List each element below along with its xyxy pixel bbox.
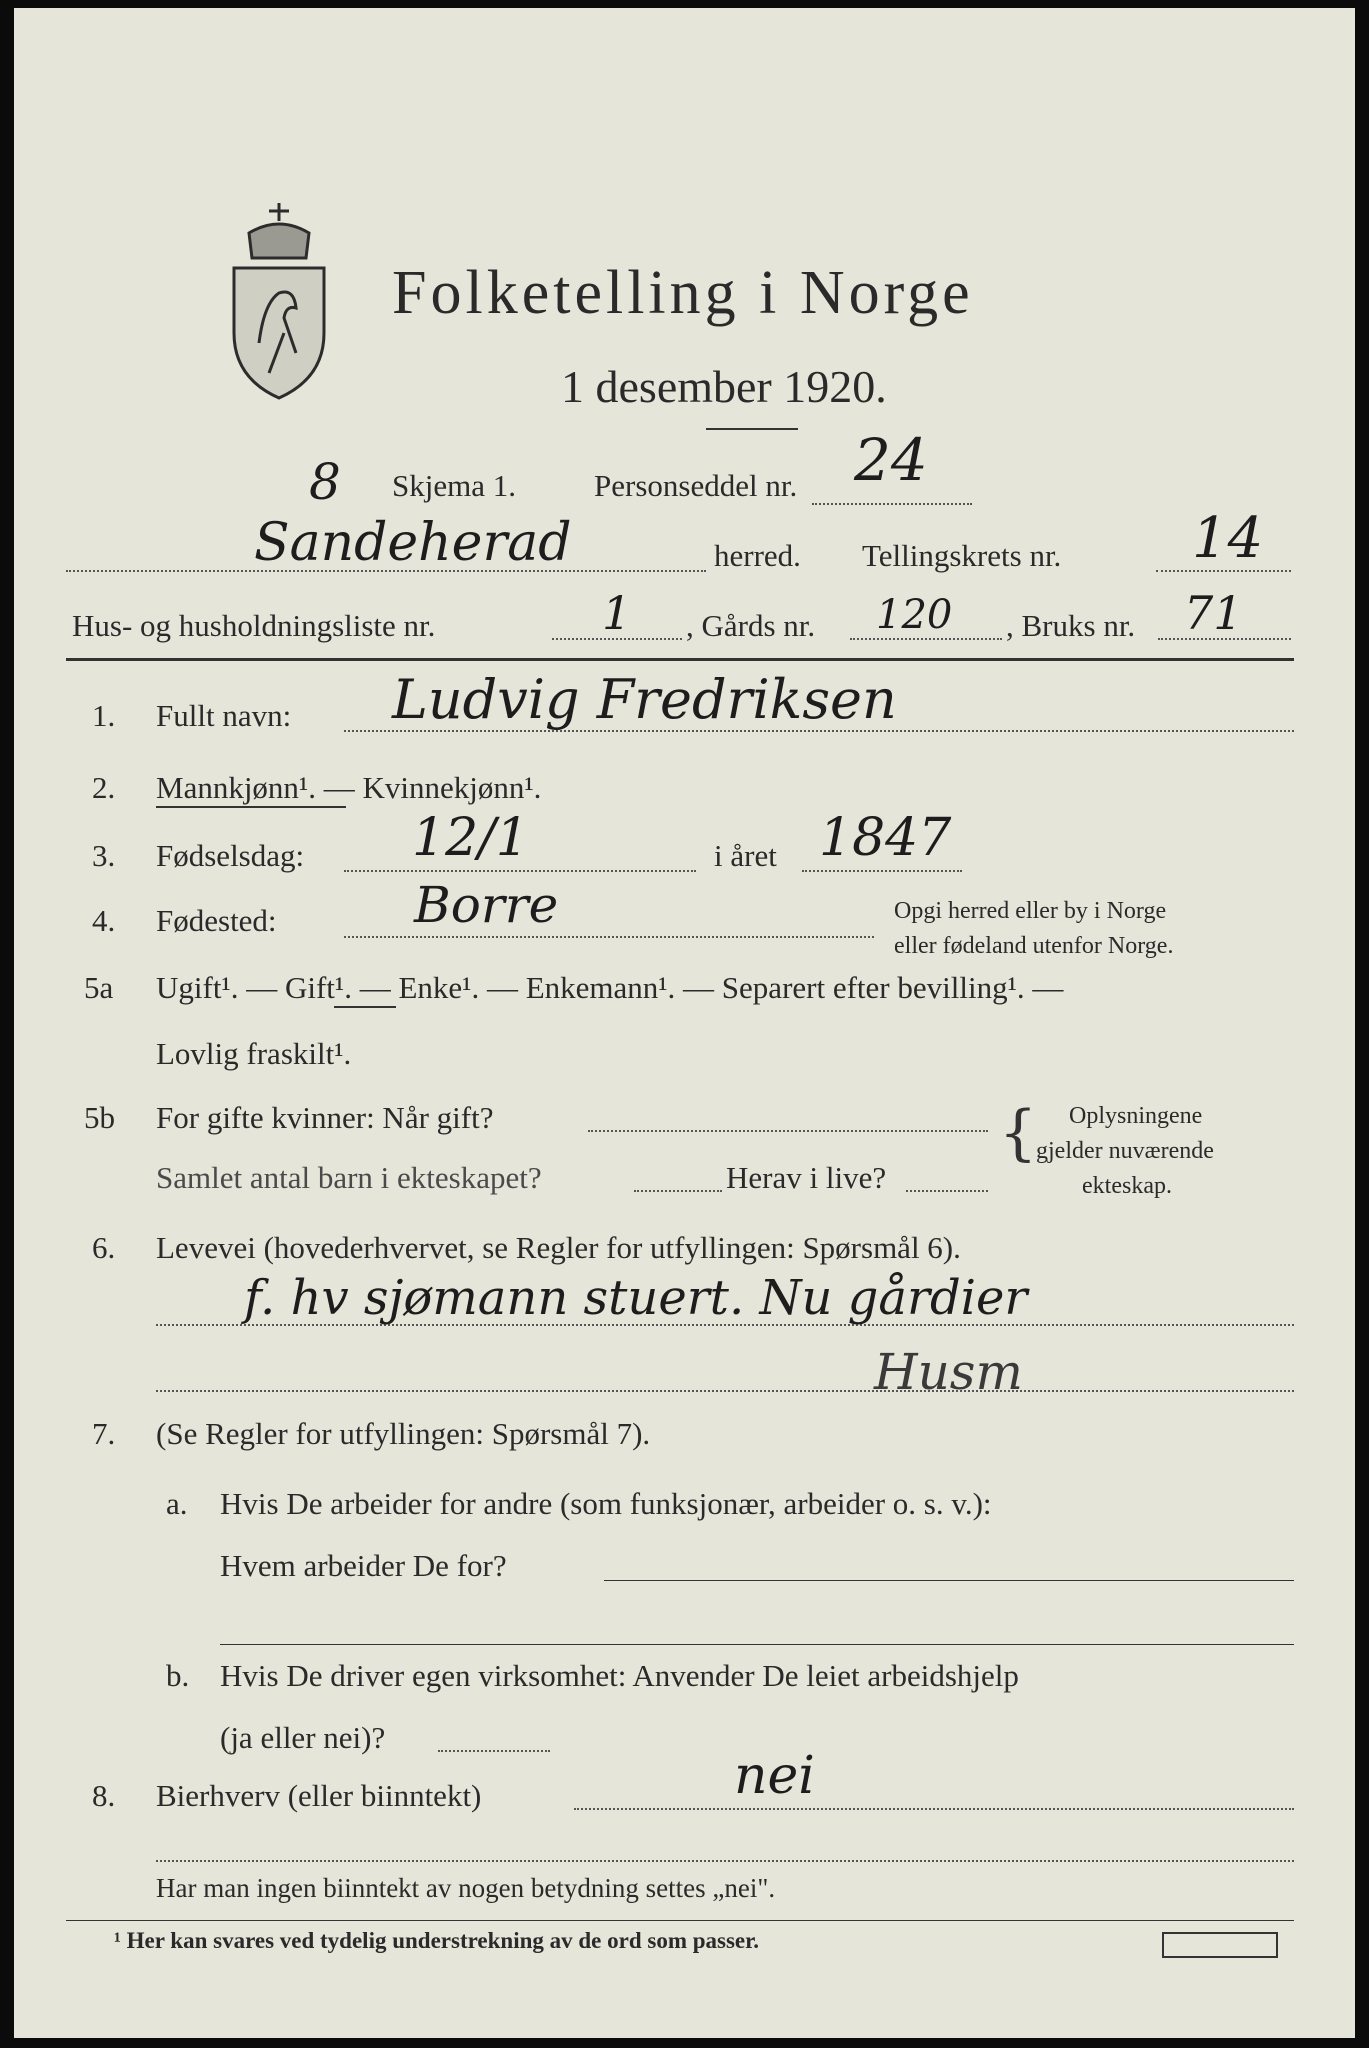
- secondary-income-value: nei: [734, 1746, 815, 1806]
- marital-status-label: Ugift¹. — Gift¹. — Enke¹. — Enkemann¹. — Separert efter bevilling¹. —: [156, 970, 1064, 1005]
- husholdningsliste-value: 1: [602, 586, 632, 640]
- full-name-label: Fullt navn:: [156, 698, 292, 733]
- footer-note: Har man ingen biinntekt av nogen betydning settes „nei".: [156, 1873, 776, 1903]
- herred-label: herred.: [714, 538, 801, 573]
- gards-label: , Gårds nr.: [686, 608, 816, 643]
- marriage-note: Oplysningene: [1069, 1103, 1203, 1129]
- secondary-income-label: Bierhverv (eller biinntekt): [156, 1778, 482, 1813]
- brace: {: [999, 1098, 1038, 1168]
- herred-value: Sandeherad: [254, 513, 572, 573]
- sub-letter: b.: [166, 1658, 190, 1693]
- coat-of-arms-icon: [224, 193, 334, 403]
- occupation-value-line2: Husm: [874, 1343, 1023, 1401]
- year-value: 1847: [819, 808, 952, 868]
- full-name-value: Ludvig Fredriksen: [392, 668, 897, 731]
- printer-stamp: [1162, 1932, 1278, 1958]
- field-number: 7.: [92, 1416, 116, 1451]
- footnote: ¹ Her kan svares ved tydelig understrekning av de ord som passer.: [114, 1928, 759, 1953]
- birthplace-note: Opgi herred eller by i Norge: [894, 898, 1167, 924]
- married-women-label: For gifte kvinner: Når gift?: [156, 1100, 494, 1135]
- birthdate-label: Fødselsdag:: [156, 838, 305, 873]
- marriage-note: ekteskap.: [1082, 1173, 1172, 1199]
- children-count-label: Samlet antal barn i ekteskapet?: [156, 1160, 542, 1195]
- birthdate-value: 12/1: [412, 808, 529, 868]
- handwritten-mark: 8: [309, 453, 341, 511]
- marriage-note: gjelder nuværende: [1036, 1138, 1214, 1164]
- employment-label: (Se Regler for utfyllingen: Spørsmål 7).: [156, 1416, 651, 1451]
- field-number: 6.: [92, 1230, 116, 1265]
- employer-question: Hvis De arbeider for andre (som funksjonær, arbeider o. s. v.):: [220, 1486, 992, 1521]
- field-number: 3.: [92, 838, 116, 873]
- own-business-question: Hvis De driver egen virksomhet: Anvender De leiet arbeidshjelp: [220, 1658, 1019, 1693]
- field-number: 5a: [84, 970, 114, 1005]
- yes-no-label: (ja eller nei)?: [220, 1720, 386, 1755]
- birthplace-note: eller fødeland utenfor Norge.: [894, 933, 1174, 959]
- tellingskrets-label: Tellingskrets nr.: [862, 538, 1062, 573]
- skjema-label: Skjema 1.: [392, 468, 516, 503]
- page-date: 1 desember 1920.: [561, 361, 887, 412]
- employer-label: Hvem arbeider De for?: [220, 1548, 507, 1583]
- sub-letter: a.: [166, 1486, 188, 1521]
- year-label: i året: [714, 838, 777, 873]
- field-number: 1.: [92, 698, 116, 733]
- tellingskrets-value: 14: [1192, 506, 1264, 571]
- sex-label: Mannkjønn¹. — Kvinnekjønn¹.: [156, 770, 542, 805]
- personseddel-value: 24: [854, 426, 928, 494]
- field-number: 8.: [92, 1778, 116, 1813]
- husholdningsliste-label: Hus- og husholdningsliste nr.: [72, 608, 436, 643]
- birthplace-value: Borre: [414, 876, 559, 934]
- field-number: 5b: [84, 1100, 115, 1135]
- birthplace-label: Fødested:: [156, 903, 277, 938]
- field-number: 4.: [92, 903, 116, 938]
- field-number: 2.: [92, 770, 116, 805]
- gards-value: 120: [876, 592, 953, 638]
- page-title: Folketelling i Norge: [392, 259, 974, 327]
- personseddel-label: Personseddel nr.: [594, 468, 798, 503]
- occupation-label: Levevei (hovederhvervet, se Regler for utfyllingen: Spørsmål 6).: [156, 1230, 961, 1265]
- census-form: [14, 8, 1355, 2038]
- occupation-value: f. hv sjømann stuert. Nu gårdier: [244, 1270, 1028, 1326]
- bruks-label: , Bruks nr.: [1006, 608, 1136, 643]
- marital-status-label-cont: Lovlig fraskilt¹.: [156, 1036, 352, 1071]
- bruks-value: 71: [1184, 586, 1243, 640]
- alive-label: Herav i live?: [726, 1160, 887, 1195]
